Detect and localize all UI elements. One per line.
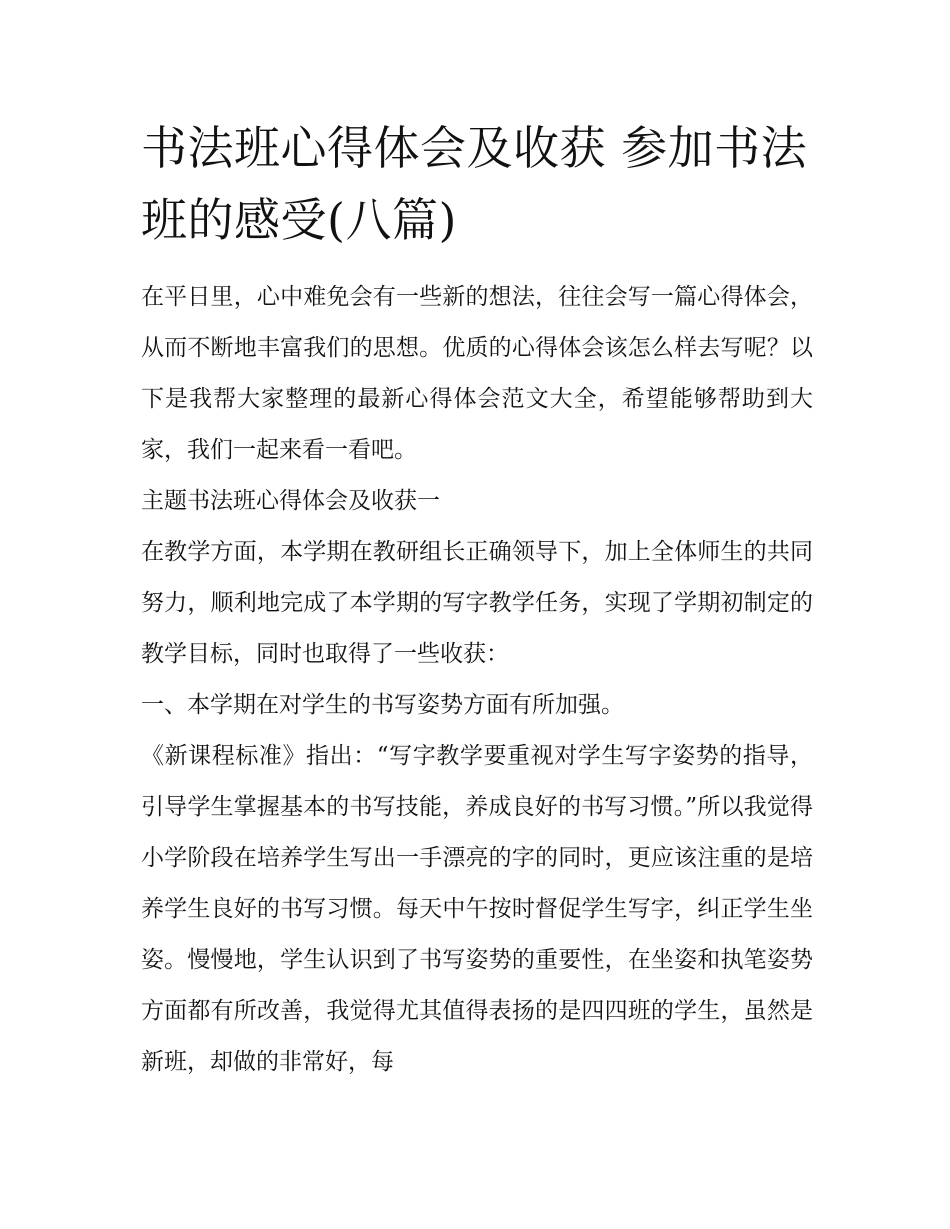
curriculum-paragraph: 《新课程标准》指出：“写字教学要重视对学生写字姿势的指导，引导学生掌握基本的书写技能，养成良好的书写习惯。”所以我觉得小学阶段在培养学生写出一手漂亮的字的同时，更应该注重的是培养学生良好的书写习惯。每天中午按时督促学生写字，纠正学生坐姿。慢慢地，学生认识到了书写姿势的重要性，在坐姿和执笔姿势方面都有所改善，我觉得尤其值得表扬的是四四班的学生，虽然是新班，却做的非常好，每 bbox=[141, 743, 813, 1075]
point-one-heading: 一、本学期在对学生的书写姿势方面有所加强。 bbox=[141, 692, 624, 718]
intro-paragraph: 在平日里，心中难免会有一些新的想法，往往会写一篇心得体会，从而不断地丰富我们的思想。优质的心得体会该怎么样去写呢？以下是我帮大家整理的最新心得体会范文大全，希望能够帮助到大家，我们一起来看一看吧。 bbox=[141, 284, 813, 463]
section-heading: 主题书法班心得体会及收获一 bbox=[141, 488, 440, 514]
document-body bbox=[141, 112, 813, 1088]
teaching-paragraph: 在教学方面，本学期在教研组长正确领导下，加上全体师生的共同努力，顺利地完成了本学期的写字教学任务，实现了学期初制定的教学目标，同时也取得了一些收获： bbox=[141, 539, 813, 667]
document-title: 书法班心得体会及收获 参加书法班的感受(八篇) bbox=[141, 121, 808, 247]
